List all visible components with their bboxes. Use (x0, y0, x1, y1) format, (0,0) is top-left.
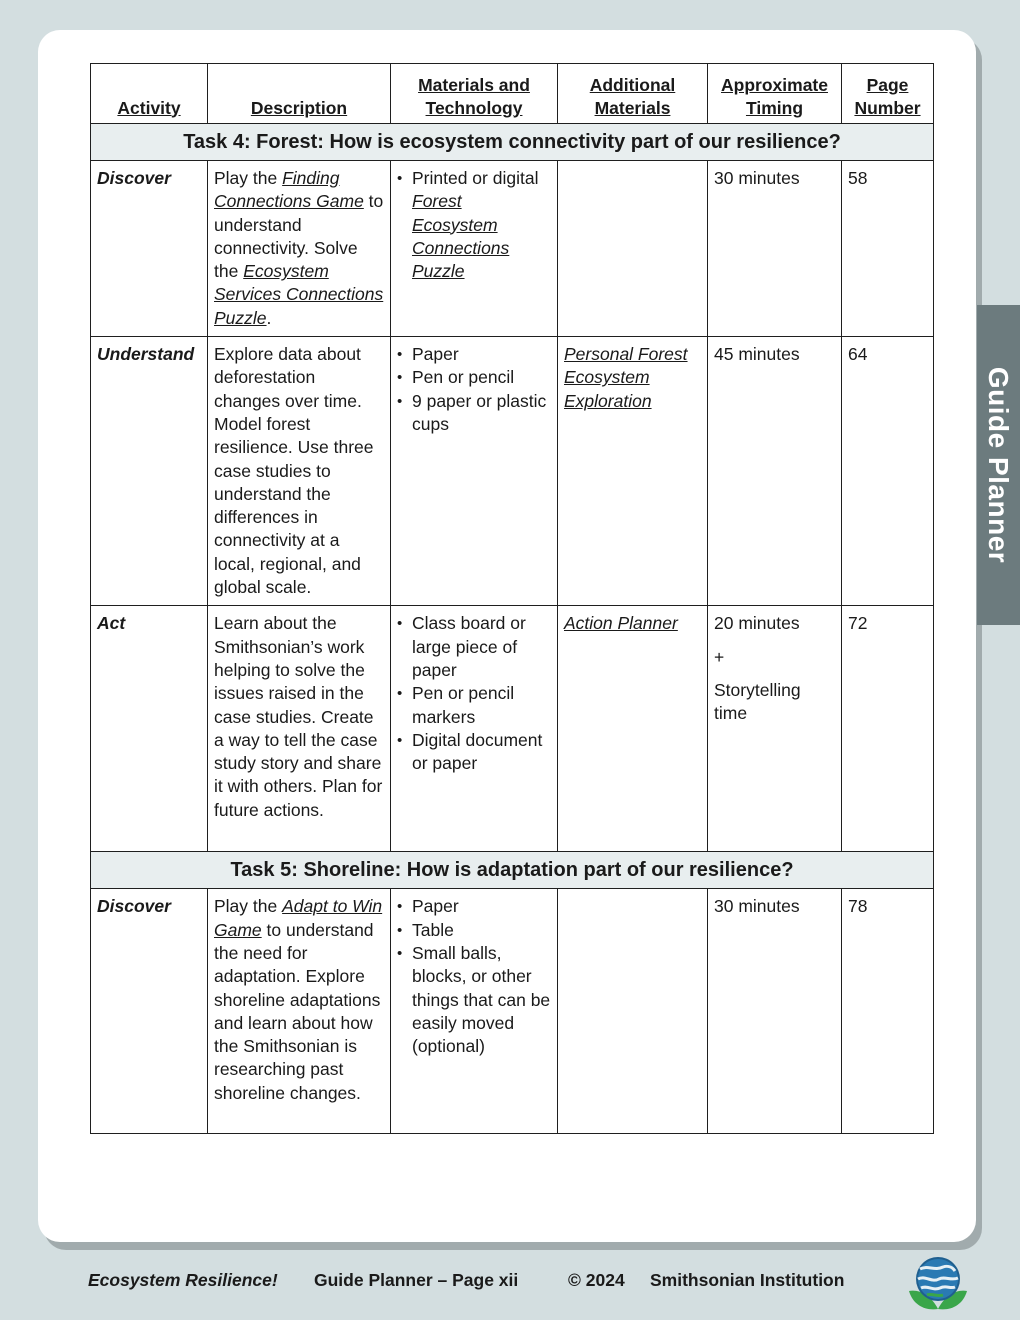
list-item: • Table (397, 919, 551, 942)
page-cell: 78 (842, 889, 934, 1134)
materials-cell (391, 337, 558, 606)
finding-connections-game-link[interactable]: Finding Connections Game (214, 168, 364, 212)
footer-title: Ecosystem Resilience! (88, 1270, 278, 1290)
list-item: • Paper (397, 343, 551, 366)
footer-org: Smithsonian Institution (650, 1270, 845, 1290)
forest-ecosystem-puzzle-link[interactable]: Forest Ecosystem Connections Puzzle (412, 191, 510, 282)
task-5-title: Task 5: Shoreline: How is adaptation part of our resilience? (91, 852, 934, 889)
earth-leaf-logo-icon (905, 1255, 971, 1313)
timing-cell: 30 minutes (708, 161, 842, 337)
timing-value: 20 minutes (714, 613, 800, 634)
side-tab-label: Guide Planner (983, 366, 1015, 564)
timing-cell: 30 minutes (708, 889, 842, 1134)
table-row (91, 889, 934, 1134)
materials-cell (391, 606, 558, 852)
list-item: • Digital document or paper (397, 729, 551, 776)
description-cell: Learn about the Smithsonian’s work helping to solve the issues raised in the case studies. Create a way to tell the case study story and share it with others. Plan for future actions. (208, 606, 391, 852)
page-cell: 58 (842, 161, 934, 337)
table-row (91, 337, 934, 606)
description-cell: Play the Finding Connections Game to understand connectivity. Solve the Ecosystem Services Connections Puzzle. (208, 161, 391, 337)
footer-page-label: Guide Planner – Page xii (314, 1270, 519, 1290)
action-planner-link[interactable]: Action Planner (564, 613, 678, 634)
list-item: • Pen or pencil (397, 366, 551, 389)
adapt-to-win-game-link[interactable]: Adapt to Win Game (214, 896, 383, 940)
table-row (91, 606, 934, 852)
activity-cell: Understand (91, 337, 208, 606)
task-5-row (91, 852, 934, 889)
footer-year: © 2024 (568, 1270, 625, 1290)
materials-cell (391, 161, 558, 337)
personal-forest-exploration-link[interactable]: Personal Forest Ecosystem Exploration (564, 344, 688, 411)
additional-cell (558, 337, 708, 606)
side-tab-guide-planner[interactable] (977, 305, 1020, 625)
header-additional: Additional Materials (558, 64, 708, 124)
table-header-row (91, 64, 934, 124)
timing-cell (708, 606, 842, 852)
list-item: • Small balls, blocks, or other things that can be easily moved (optional) (397, 942, 551, 1058)
description-cell: Play the Adapt to Win Game to understand the need for adaptation. Explore shoreline adaptations and learn about how the Smithsonian is researching past shoreline changes. (208, 889, 391, 1134)
activity-cell: Act (91, 606, 208, 852)
header-description: Description (208, 64, 391, 124)
list-item: • 9 paper or plastic cups (397, 390, 551, 437)
ecosystem-services-puzzle-link[interactable]: Ecosystem Services Connections Puzzle (214, 261, 384, 328)
timing-extra: Storytelling time (714, 679, 801, 724)
activity-planner-table (90, 63, 934, 1134)
timing-cell: 45 minutes (708, 337, 842, 606)
activity-cell: Discover (91, 161, 208, 337)
list-item: • Class board or large piece of paper (397, 612, 551, 682)
task-4-row (91, 124, 934, 161)
additional-cell (558, 889, 708, 1134)
header-activity: Activity (91, 64, 208, 124)
timing-plus: + (714, 646, 725, 667)
header-page: Page Number (842, 64, 934, 124)
additional-cell (558, 161, 708, 337)
list-item: • Pen or pencil markers (397, 682, 551, 729)
header-timing: Approximate Timing (708, 64, 842, 124)
additional-cell (558, 606, 708, 852)
header-materials: Materials and Technology (391, 64, 558, 124)
activity-cell: Discover (91, 889, 208, 1134)
page-cell: 64 (842, 337, 934, 606)
table-row (91, 161, 934, 337)
list-item: • Paper (397, 895, 551, 918)
description-cell: Explore data about deforestation changes over time. Model forest resilience. Use three case studies to understand the differences in connectivity at a local, regional, and global scale. (208, 337, 391, 606)
task-4-title: Task 4: Forest: How is ecosystem connectivity part of our resilience? (91, 124, 934, 161)
materials-cell (391, 889, 558, 1134)
page-cell: 72 (842, 606, 934, 852)
list-item: • Printed or digital Forest Ecosystem Connections Puzzle (397, 167, 551, 283)
